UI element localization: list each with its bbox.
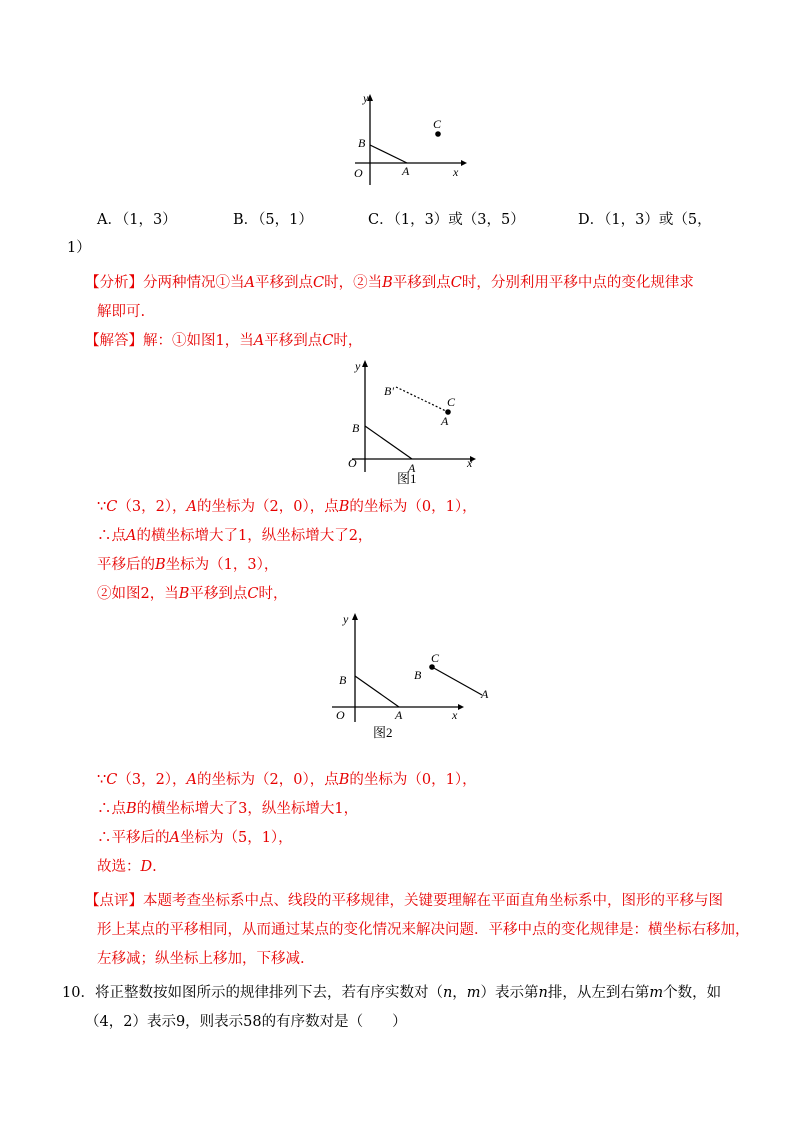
option-a-text: （1，3） [121, 212, 177, 228]
var-b: B [338, 772, 350, 788]
case2-text: 的坐标为（0，1）， [349, 772, 477, 788]
case1-text: 平移到点 [189, 586, 248, 602]
y-axis-label: y [363, 91, 369, 105]
analysis-text: 时，分别利用平移中点的变化规律求 [461, 275, 694, 291]
option-d-wrap [67, 238, 91, 258]
point-b-label: B [339, 673, 347, 687]
point-c [429, 664, 435, 670]
segment-ab [370, 145, 407, 163]
var-b: B [178, 586, 190, 602]
figure-2-caption: 图2 [373, 725, 393, 740]
var-c: C [450, 275, 462, 291]
comment-text: 左移减；纵坐标上移加，下移减. [97, 951, 305, 967]
point-c-label: C [431, 651, 440, 665]
var-a: A [169, 830, 180, 846]
solution-text: 如图1，当 [186, 333, 254, 349]
var-n: n [442, 985, 453, 1001]
point-b-translated-label: B [414, 668, 422, 682]
var-c: C [322, 333, 334, 349]
origin-label: O [354, 166, 363, 180]
solution-text: 解： [143, 333, 172, 349]
comment-text: 形上某点的平移相同，从而通过某点的变化情况来解决问题．平移中点的变化规律是：横坐标右移加， [97, 922, 750, 938]
case2-text: 故选： [97, 859, 141, 875]
var-c: C [312, 275, 325, 291]
circled-one: ① [215, 275, 230, 291]
case2-line-2 [97, 799, 358, 819]
case2-line-3 [97, 828, 293, 848]
point-b-label: B [352, 421, 360, 435]
case2-text: . [152, 859, 157, 875]
point-b-label: B [358, 136, 366, 150]
solution-tag: 【解答】 [85, 333, 143, 349]
var-d: D [140, 859, 153, 875]
option-d-text: （1，3）或（5， [604, 212, 712, 228]
point-c-label: C [447, 395, 456, 409]
var-a: A [186, 499, 198, 515]
case1-line-1 [97, 497, 477, 517]
var-m: m [649, 985, 664, 1001]
point-a-translated-label: A [481, 687, 489, 701]
segment-b2c-dotted [396, 387, 448, 412]
y-axis-label: y [355, 359, 361, 373]
analysis-text: 当 [367, 275, 383, 291]
case1-text: 的横坐标增大了1，纵坐标增大了2， [136, 528, 373, 544]
point-a-prime-label: A [441, 414, 449, 428]
var-a: A [253, 333, 265, 349]
var-c: C [106, 499, 118, 515]
question-text: 将正整数按如图所示的规律排列下去，若有序实数对（ [94, 985, 443, 1001]
case2-text: 的坐标为（2，0），点 [197, 772, 339, 788]
y-axis-arrow [352, 613, 358, 620]
option-b-text: （5，1） [258, 212, 313, 228]
question-text: ）表示第 [480, 985, 539, 1001]
case1-line-3 [97, 555, 278, 575]
case1-text: 的坐标为（0，1）， [349, 499, 477, 515]
var-b: B [126, 801, 137, 817]
segment-ab [365, 426, 412, 459]
analysis-text: 平移到点 [254, 275, 313, 291]
solution-line-1 [85, 331, 362, 351]
solution-text: 时， [333, 333, 363, 349]
case2-text: 坐标为（5，1）， [179, 830, 293, 846]
segment-ab [355, 676, 399, 707]
option-b-letter: B． [233, 212, 259, 228]
var-a: A [126, 528, 137, 544]
var-c: C [106, 772, 118, 788]
option-c-letter: C． [368, 212, 394, 228]
case2-text: 的横坐标增大了3，纵坐标增大1， [136, 801, 359, 817]
x-axis-label: x [453, 165, 459, 179]
circled-two: ② [97, 586, 112, 602]
coordinate-figure-question [345, 88, 470, 188]
x-axis-label: x [467, 456, 473, 470]
point-c-label: C [433, 117, 442, 131]
case1-text: 时， [258, 586, 288, 602]
analysis-tag: 【分析】 [85, 275, 143, 291]
case1-text: ∴点 [97, 528, 126, 544]
comment-tag: 【点评】 [85, 893, 143, 909]
analysis-text: 分两种情况 [143, 275, 216, 291]
point-c [435, 131, 441, 137]
comment-line-2 [97, 920, 750, 940]
analysis-text: 解即可. [97, 304, 146, 320]
comment-line-1 [85, 891, 723, 911]
question-number: 10． [62, 985, 95, 1001]
case1-text: 如图2，当 [111, 586, 179, 602]
analysis-line-2 [97, 302, 145, 322]
case1-text: 的坐标为（2，0），点 [197, 499, 339, 515]
segment-ca-translated [432, 667, 482, 695]
point-a-label: A [395, 708, 403, 722]
origin-label: O [336, 708, 345, 722]
circled-one: ① [172, 333, 187, 349]
origin-label: O [348, 456, 357, 470]
var-c: C [247, 586, 259, 602]
question-text: （4，2）表示9，则表示58的有序数对是（ ） [85, 1014, 407, 1030]
coordinate-figure-1 [340, 354, 485, 489]
analysis-text: 当 [230, 275, 245, 291]
case1-text: （3，2）， [117, 499, 187, 515]
var-a: A [186, 772, 198, 788]
x-axis-arrow [461, 160, 467, 166]
point-a-label: A [408, 461, 416, 475]
option-d[interactable] [578, 210, 712, 230]
x-axis-label: x [452, 708, 458, 722]
case2-text: （3，2）， [117, 772, 187, 788]
case2-text: ∴点 [97, 801, 126, 817]
because-symbol: ∵ [97, 772, 107, 788]
option-d-wrap-text: 1） [67, 240, 91, 256]
question-10-line-2 [85, 1012, 407, 1032]
var-a: A [244, 275, 255, 291]
case1-line-4 [97, 584, 288, 604]
analysis-line-1 [85, 273, 694, 293]
analysis-text: 时， [324, 275, 354, 291]
point-a-label: A [402, 164, 410, 178]
option-c-text: （1，3）或（3，5） [393, 212, 525, 228]
option-d-letter: D． [578, 212, 605, 228]
question-text: ， [452, 985, 467, 1001]
option-b[interactable] [233, 210, 313, 230]
case1-text: 平移后的 [97, 557, 155, 573]
case2-line-4 [97, 857, 157, 877]
y-axis-label: y [343, 612, 349, 626]
circled-two: ② [353, 275, 368, 291]
var-n: n [538, 985, 548, 1001]
var-b: B [382, 275, 393, 291]
coordinate-figure-2 [325, 606, 500, 746]
comment-text: 本题考查坐标系中点、线段的平移规律，关键要理解在平面直角坐标系中，图形的平移与图 [143, 893, 723, 909]
case2-line-1 [97, 770, 477, 790]
figure-1-caption: 图1 [397, 471, 417, 486]
because-symbol: ∵ [97, 499, 107, 515]
question-text: 个数，如 [663, 985, 722, 1001]
analysis-text: 平移到点 [392, 275, 451, 291]
var-b: B [155, 557, 166, 573]
case2-text: ∴平移后的 [97, 830, 170, 846]
option-a[interactable] [97, 210, 177, 230]
point-b-prime-label: B' [384, 384, 394, 398]
question-text: 排，从左到右第 [547, 985, 650, 1001]
solution-text: 平移到点 [264, 333, 323, 349]
case1-text: 坐标为（1，3）， [165, 557, 279, 573]
var-b: B [338, 499, 350, 515]
var-m: m [466, 985, 481, 1001]
comment-line-3 [97, 949, 305, 969]
y-axis-arrow [362, 360, 368, 367]
option-c[interactable] [368, 210, 525, 230]
question-10-line-1 [62, 983, 721, 1003]
x-axis-arrow [458, 704, 464, 710]
case1-line-2 [97, 526, 372, 546]
option-a-letter: A． [97, 212, 122, 228]
